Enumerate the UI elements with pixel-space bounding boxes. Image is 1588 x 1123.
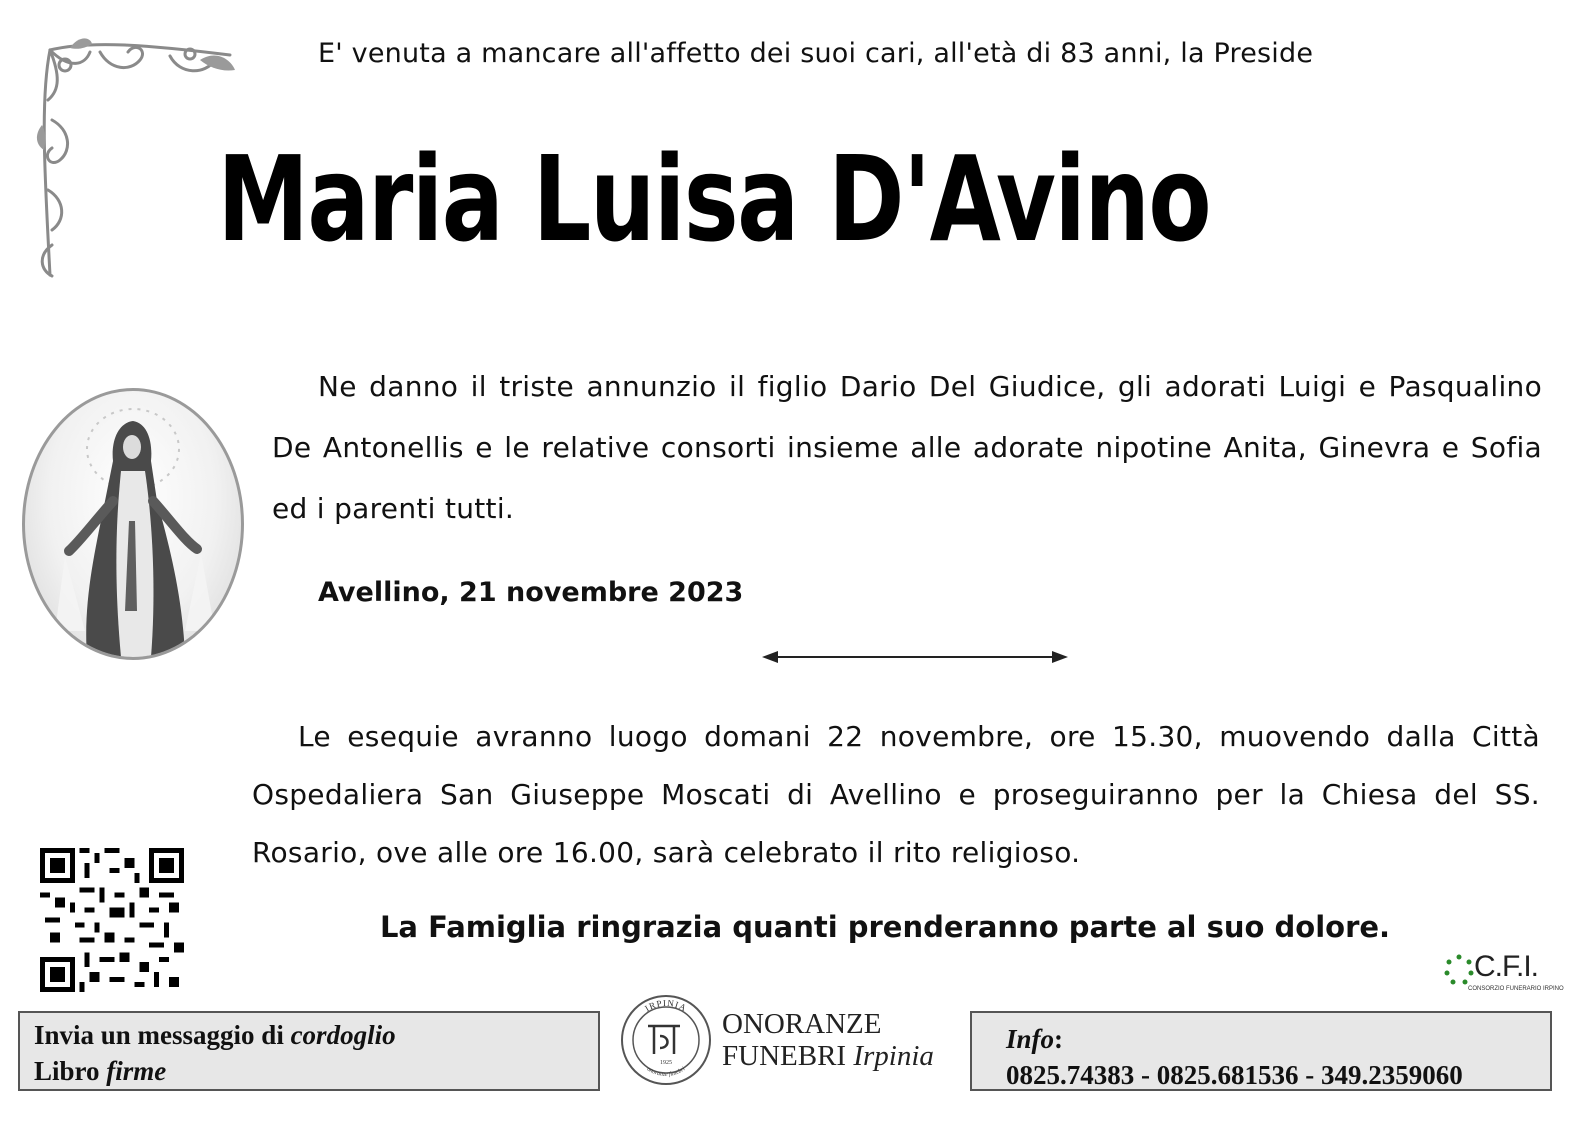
family-thanks: La Famiglia ringrazia quanti prenderanno parte al suo dolore. xyxy=(379,910,1391,944)
info-phone-numbers[interactable]: 0825.74383 - 0825.681536 - 349.2359060 xyxy=(1006,1060,1463,1090)
info-colon: : xyxy=(1054,1024,1064,1054)
guestbook-prefix: Libro xyxy=(34,1056,107,1086)
funeral-home-name xyxy=(722,1008,934,1072)
seal-year: 1925 xyxy=(660,1060,672,1066)
double-headed-arrow-icon xyxy=(760,648,1070,666)
deceased-name: Maria Luisa D'Avino xyxy=(217,130,1211,268)
cfi-logo-subtitle: CONSORZIO FUNERARIO IRPINO xyxy=(1468,986,1564,992)
condolence-box[interactable] xyxy=(18,1011,600,1091)
madonna-medallion-image xyxy=(22,388,244,660)
condolence-prefix: Invia un messaggio di xyxy=(34,1020,291,1050)
cfi-logo-text: C.F.I. xyxy=(1474,950,1539,983)
funeral-home-name-prefix: FUNEBRI xyxy=(722,1040,854,1072)
send-condolence-link[interactable] xyxy=(34,1017,584,1053)
info-label: Info xyxy=(1006,1024,1055,1054)
intro-text: E' venuta a mancare all'affetto dei suoi cari, all'età di 83 anni, la Preside xyxy=(318,38,1314,69)
seal-top-text: IRPINIA xyxy=(643,997,689,1014)
guestbook-link[interactable] xyxy=(34,1053,584,1089)
madonna-figure-icon xyxy=(25,391,241,657)
announcement-text: Ne danno il triste annunzio il figlio Dario Del Giudice, gli adorati Luigi e Pasqualino De Antonellis e le relative consorti insieme alle adorate nipotine Anita, Ginevra e Sofia ed i parenti tutti. xyxy=(272,370,1542,525)
info-box xyxy=(970,1011,1552,1091)
funeral-home-name-italic: Irpinia xyxy=(853,1040,934,1072)
funeral-details-text: Le esequie avranno luogo domani 22 novembre, ore 15.30, muovendo dalla Città Ospedaliera San Giuseppe Moscati di Avellino e proseguiranno per la Chiesa del SS. Rosario, ove alle ore 16.00, sarà celebrato il rito religioso. xyxy=(252,720,1540,869)
condolence-italic: cordoglio xyxy=(290,1020,396,1050)
dotted-ring-icon xyxy=(1444,954,1474,988)
funeral-home-seal-icon xyxy=(618,992,714,1088)
info-label-row xyxy=(1006,1021,1516,1057)
qr-code-icon[interactable] xyxy=(40,848,184,992)
guestbook-italic: firme xyxy=(106,1056,167,1086)
funeral-details-paragraph xyxy=(252,708,1540,882)
seal-bottom-text: onoranze funebri xyxy=(645,1066,687,1079)
cfi-logo xyxy=(1444,950,1564,996)
announcement-paragraph xyxy=(272,356,1542,539)
funeral-home-name-line1: ONORANZE xyxy=(722,1008,882,1040)
place-date: Avellino, 21 novembre 2023 xyxy=(318,577,744,608)
funeral-home-name-line2 xyxy=(722,1040,934,1072)
